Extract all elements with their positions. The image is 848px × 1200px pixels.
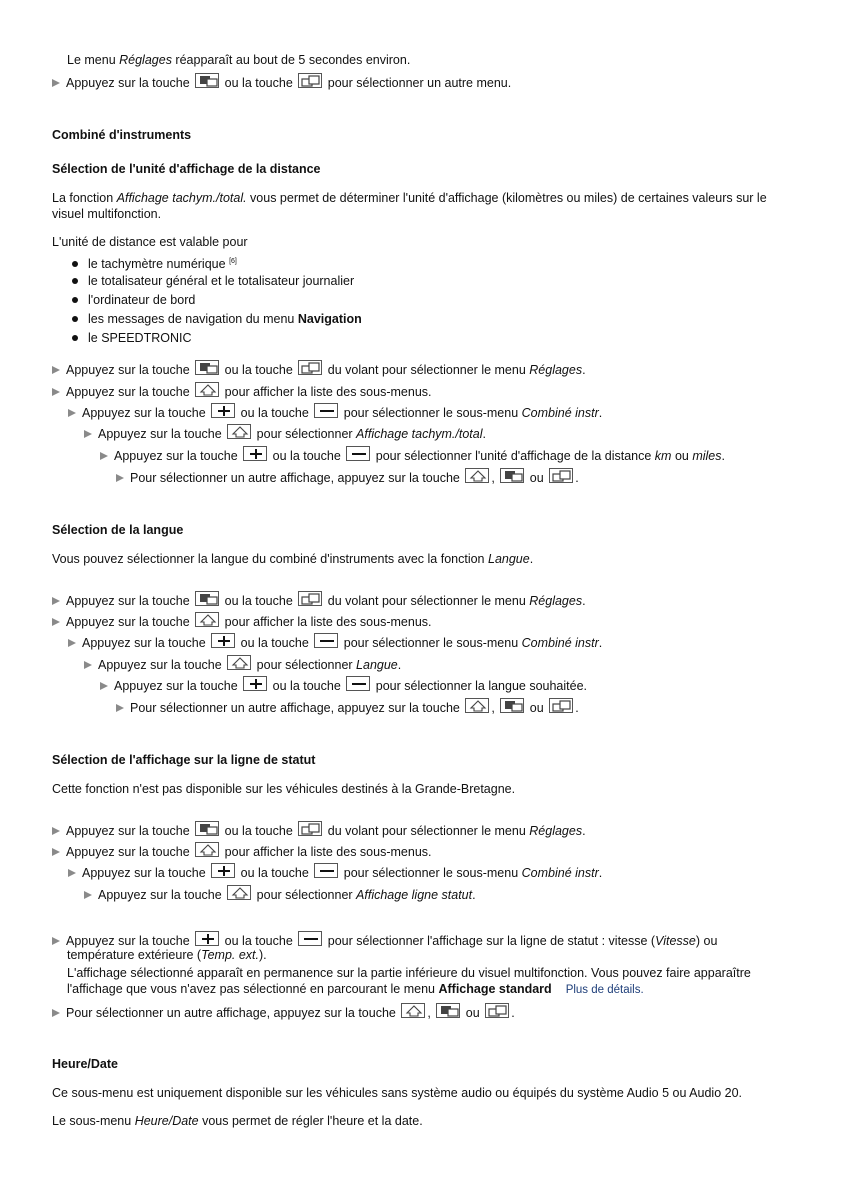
intro-paragraph: Le menu Réglages réapparaît au bout de 5 secondes environ.	[67, 53, 411, 67]
bullet-arrow-icon	[84, 430, 92, 438]
step: Appuyez sur la touche ou la touche du volant pour sélectionner le menu Réglages.	[52, 821, 586, 839]
list-item: le totalisateur général et le totalisateur journalier	[72, 273, 354, 289]
bullet-arrow-icon	[52, 597, 60, 605]
step: Pour sélectionner un autre affichage, appuyez sur la touche , ou .	[52, 1003, 515, 1021]
prev-menu-button-icon	[195, 360, 219, 375]
bullet-arrow-icon	[116, 704, 124, 712]
step: Appuyez sur la touche ou la touche pour sélectionner le sous-menu Combiné instr.	[68, 633, 602, 651]
prev-menu-button-icon	[436, 1003, 460, 1018]
list-item: le SPEEDTRONIC	[72, 330, 192, 346]
plus-button-icon	[211, 863, 235, 878]
bullet-arrow-icon	[52, 79, 60, 87]
bullet-icon	[72, 297, 78, 303]
list-item: l'ordinateur de bord	[72, 292, 195, 308]
subsection-heading: Heure/Date	[52, 1057, 118, 1071]
paragraph: L'unité de distance est valable pour	[52, 235, 248, 249]
subsection-heading: Sélection de l'affichage sur la ligne de statut	[52, 753, 316, 767]
bullet-icon	[72, 278, 78, 284]
up-button-icon	[195, 382, 219, 397]
step: Appuyez sur la touche pour afficher la liste des sous-menus.	[52, 382, 432, 400]
bullet-arrow-icon	[52, 388, 60, 396]
bullet-arrow-icon	[100, 682, 108, 690]
plus-button-icon	[243, 676, 267, 691]
minus-button-icon	[314, 403, 338, 418]
step: Appuyez sur la touche ou la touche pour sélectionner l'affichage sur la ligne de statut : vitesse (Vitesse) ou	[52, 931, 717, 949]
up-button-icon	[227, 655, 251, 670]
bullet-icon	[72, 335, 78, 341]
prev-menu-button-icon	[500, 698, 524, 713]
step-cont: température extérieure (Temp. ext.).	[67, 948, 267, 962]
step: Appuyez sur la touche pour afficher la liste des sous-menus.	[52, 612, 432, 630]
next-menu-button-icon	[485, 1003, 509, 1018]
bullet-arrow-icon	[52, 827, 60, 835]
step: Appuyez sur la touche ou la touche pour sélectionner l'unité d'affichage de la distance km ou miles.	[100, 446, 725, 464]
list-item: le tachymètre numérique [6]	[72, 254, 237, 272]
step-cont: L'affichage sélectionné apparaît en permanence sur la partie inférieure du visuel multifonction. Vous pouvez faire apparaître	[67, 966, 751, 980]
step: Appuyez sur la touche ou la touche pour sélectionner le sous-menu Combiné instr.	[68, 403, 602, 421]
minus-button-icon	[314, 863, 338, 878]
bullet-arrow-icon	[52, 618, 60, 626]
minus-button-icon	[346, 676, 370, 691]
bullet-arrow-icon	[52, 1009, 60, 1017]
paragraph: La fonction Affichage tachym./total. vous permet de déterminer l'unité d'affichage (kilomètres ou miles) de certaines valeurs sur le	[52, 191, 767, 205]
bullet-arrow-icon	[100, 452, 108, 460]
minus-button-icon	[298, 931, 322, 946]
step: Appuyez sur la touche ou la touche pour sélectionner la langue souhaitée.	[100, 676, 587, 694]
bullet-arrow-icon	[52, 848, 60, 856]
bullet-arrow-icon	[116, 474, 124, 482]
step: Appuyez sur la touche pour sélectionner Affichage tachym./total.	[84, 424, 486, 442]
up-button-icon	[195, 842, 219, 857]
up-button-icon	[195, 612, 219, 627]
paragraph: Vous pouvez sélectionner la langue du combiné d'instruments avec la fonction Langue.	[52, 552, 534, 566]
subsection-heading: Sélection de la langue	[52, 523, 184, 537]
paragraph-cont: visuel multifonction.	[52, 207, 162, 221]
paragraph: Ce sous-menu est uniquement disponible sur les véhicules sans système audio ou équipés du système Audio 5 ou Audio 20.	[52, 1086, 743, 1100]
step: Appuyez sur la touche ou la touche du volant pour sélectionner le menu Réglages.	[52, 591, 586, 609]
paragraph: Cette fonction n'est pas disponible sur les véhicules destinés à la Grande-Bretagne.	[52, 782, 516, 796]
plus-button-icon	[211, 403, 235, 418]
step-cont: l'affichage que vous n'avez pas sélectionné en parcourant le menu Affichage standard Plus de détails.	[67, 982, 644, 996]
step: Appuyez sur la touche ou la touche pour sélectionner le sous-menu Combiné instr.	[68, 863, 602, 881]
step: Appuyez sur la touche pour afficher la liste des sous-menus.	[52, 842, 432, 860]
step: Appuyez sur la touche ou la touche du volant pour sélectionner le menu Réglages.	[52, 360, 586, 378]
bullet-arrow-icon	[84, 891, 92, 899]
up-button-icon	[227, 885, 251, 900]
bullet-arrow-icon	[52, 366, 60, 374]
bullet-icon	[72, 316, 78, 322]
list-item: les messages de navigation du menu Navigation	[72, 311, 362, 327]
bullet-arrow-icon	[84, 661, 92, 669]
prev-menu-button-icon	[500, 468, 524, 483]
next-menu-button-icon	[298, 360, 322, 375]
up-button-icon	[465, 468, 489, 483]
minus-button-icon	[346, 446, 370, 461]
step: Pour sélectionner un autre affichage, appuyez sur la touche , ou .	[116, 698, 579, 716]
prev-menu-button-icon	[195, 591, 219, 606]
up-button-icon	[401, 1003, 425, 1018]
next-menu-button-icon	[298, 73, 322, 88]
minus-button-icon	[314, 633, 338, 648]
next-menu-button-icon	[298, 821, 322, 836]
step: Appuyez sur la touche pour sélectionner Langue.	[84, 655, 401, 673]
bullet-arrow-icon	[68, 869, 76, 877]
next-menu-button-icon	[549, 468, 573, 483]
paragraph: Le sous-menu Heure/Date vous permet de régler l'heure et la date.	[52, 1114, 423, 1128]
subsection-heading: Sélection de l'unité d'affichage de la distance	[52, 162, 321, 176]
plus-button-icon	[211, 633, 235, 648]
bullet-arrow-icon	[68, 639, 76, 647]
step: Appuyez sur la touche pour sélectionner Affichage ligne statut.	[84, 885, 476, 903]
next-menu-button-icon	[549, 698, 573, 713]
bullet-arrow-icon	[52, 937, 60, 945]
plus-button-icon	[243, 446, 267, 461]
bullet-icon	[72, 261, 78, 267]
prev-menu-button-icon	[195, 73, 219, 88]
up-button-icon	[227, 424, 251, 439]
prev-menu-button-icon	[195, 821, 219, 836]
step: Pour sélectionner un autre affichage, appuyez sur la touche , ou .	[116, 468, 579, 486]
more-details-link[interactable]: Plus de détails	[565, 984, 641, 996]
section-heading: Combiné d'instruments	[52, 128, 192, 142]
next-menu-button-icon	[298, 591, 322, 606]
step-select-menu: Appuyez sur la touche ou la touche pour sélectionner un autre menu.	[52, 73, 511, 91]
bullet-arrow-icon	[68, 409, 76, 417]
plus-button-icon	[195, 931, 219, 946]
up-button-icon	[465, 698, 489, 713]
